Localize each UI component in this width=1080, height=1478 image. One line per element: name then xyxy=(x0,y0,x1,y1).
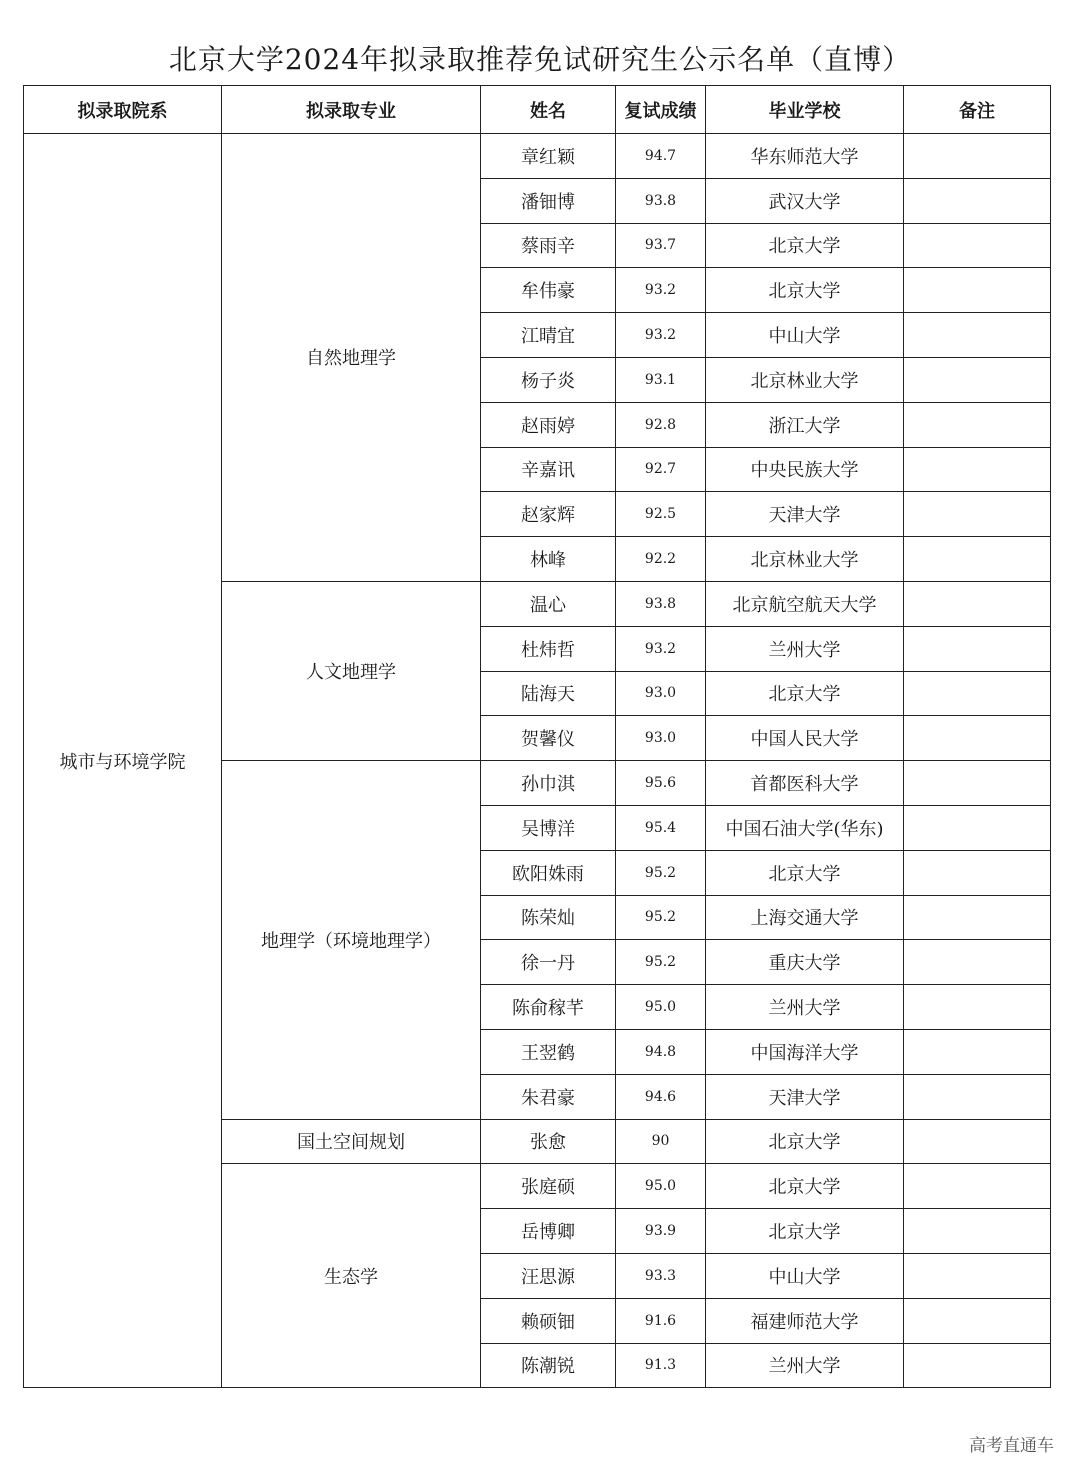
name-cell: 陆海天 xyxy=(481,671,616,716)
score-cell: 95.2 xyxy=(616,895,706,940)
note-cell xyxy=(904,1164,1051,1209)
note-cell xyxy=(904,716,1051,761)
score-cell: 94.7 xyxy=(616,134,706,179)
score-cell: 91.3 xyxy=(616,1343,706,1388)
school-cell: 福建师范大学 xyxy=(706,1298,904,1343)
name-cell: 陈潮锐 xyxy=(481,1343,616,1388)
header-major: 拟录取专业 xyxy=(222,86,481,134)
name-cell: 欧阳姝雨 xyxy=(481,850,616,895)
school-cell: 中央民族大学 xyxy=(706,447,904,492)
school-cell: 天津大学 xyxy=(706,492,904,537)
name-cell: 辛嘉讯 xyxy=(481,447,616,492)
header-note: 备注 xyxy=(904,86,1051,134)
note-cell xyxy=(904,671,1051,716)
note-cell xyxy=(904,313,1051,358)
header-score: 复试成绩 xyxy=(616,86,706,134)
header-school: 毕业学校 xyxy=(706,86,904,134)
school-cell: 中国人民大学 xyxy=(706,716,904,761)
major-cell: 生态学 xyxy=(222,1164,481,1388)
name-cell: 赖硕钿 xyxy=(481,1298,616,1343)
note-cell xyxy=(904,940,1051,985)
score-cell: 92.7 xyxy=(616,447,706,492)
school-cell: 北京大学 xyxy=(706,1209,904,1254)
score-cell: 93.2 xyxy=(616,268,706,313)
score-cell: 93.2 xyxy=(616,313,706,358)
school-cell: 中国海洋大学 xyxy=(706,1029,904,1074)
score-cell: 93.8 xyxy=(616,178,706,223)
school-cell: 北京林业大学 xyxy=(706,537,904,582)
school-cell: 北京航空航天大学 xyxy=(706,581,904,626)
school-cell: 北京大学 xyxy=(706,850,904,895)
school-cell: 重庆大学 xyxy=(706,940,904,985)
name-cell: 吴博洋 xyxy=(481,805,616,850)
school-cell: 天津大学 xyxy=(706,1074,904,1119)
school-cell: 北京大学 xyxy=(706,1119,904,1164)
note-cell xyxy=(904,805,1051,850)
school-cell: 上海交通大学 xyxy=(706,895,904,940)
score-cell: 95.4 xyxy=(616,805,706,850)
score-cell: 92.8 xyxy=(616,402,706,447)
note-cell xyxy=(904,1074,1051,1119)
school-cell: 北京大学 xyxy=(706,1164,904,1209)
school-cell: 首都医科大学 xyxy=(706,761,904,806)
score-cell: 93.0 xyxy=(616,671,706,716)
score-cell: 95.2 xyxy=(616,850,706,895)
school-cell: 中山大学 xyxy=(706,1253,904,1298)
school-cell: 兰州大学 xyxy=(706,626,904,671)
watermark: 高考直通车 xyxy=(969,1436,1054,1456)
school-cell: 武汉大学 xyxy=(706,178,904,223)
name-cell: 张愈 xyxy=(481,1119,616,1164)
note-cell xyxy=(904,447,1051,492)
score-cell: 90 xyxy=(616,1119,706,1164)
name-cell: 蔡雨辛 xyxy=(481,223,616,268)
name-cell: 岳博卿 xyxy=(481,1209,616,1254)
name-cell: 陈俞稼芊 xyxy=(481,985,616,1030)
note-cell xyxy=(904,1209,1051,1254)
note-cell xyxy=(904,1029,1051,1074)
school-cell: 中国石油大学(华东) xyxy=(706,805,904,850)
score-cell: 93.7 xyxy=(616,223,706,268)
school-cell: 华东师范大学 xyxy=(706,134,904,179)
school-cell: 北京大学 xyxy=(706,671,904,716)
score-cell: 92.2 xyxy=(616,537,706,582)
name-cell: 王翌鹤 xyxy=(481,1029,616,1074)
name-cell: 张庭硕 xyxy=(481,1164,616,1209)
score-cell: 93.0 xyxy=(616,716,706,761)
name-cell: 温心 xyxy=(481,581,616,626)
header-dept: 拟录取院系 xyxy=(24,86,222,134)
score-cell: 93.8 xyxy=(616,581,706,626)
major-cell: 地理学（环境地理学） xyxy=(222,761,481,1119)
major-cell: 国土空间规划 xyxy=(222,1119,481,1164)
score-cell: 95.0 xyxy=(616,985,706,1030)
note-cell xyxy=(904,492,1051,537)
note-cell xyxy=(904,537,1051,582)
score-cell: 93.1 xyxy=(616,357,706,402)
score-cell: 91.6 xyxy=(616,1298,706,1343)
name-cell: 牟伟豪 xyxy=(481,268,616,313)
name-cell: 潘钿博 xyxy=(481,178,616,223)
major-cell: 人文地理学 xyxy=(222,581,481,760)
score-cell: 95.0 xyxy=(616,1164,706,1209)
name-cell: 江晴宜 xyxy=(481,313,616,358)
note-cell xyxy=(904,1343,1051,1388)
score-cell: 94.8 xyxy=(616,1029,706,1074)
name-cell: 孙巾淇 xyxy=(481,761,616,806)
name-cell: 杜炜哲 xyxy=(481,626,616,671)
name-cell: 林峰 xyxy=(481,537,616,582)
note-cell xyxy=(904,626,1051,671)
note-cell xyxy=(904,1253,1051,1298)
score-cell: 93.9 xyxy=(616,1209,706,1254)
school-cell: 浙江大学 xyxy=(706,402,904,447)
name-cell: 赵雨婷 xyxy=(481,402,616,447)
score-cell: 94.6 xyxy=(616,1074,706,1119)
school-cell: 兰州大学 xyxy=(706,1343,904,1388)
note-cell xyxy=(904,985,1051,1030)
table-body xyxy=(24,134,1051,1388)
header-name: 姓名 xyxy=(481,86,616,134)
score-cell: 93.3 xyxy=(616,1253,706,1298)
note-cell xyxy=(904,134,1051,179)
school-cell: 北京大学 xyxy=(706,268,904,313)
score-cell: 95.2 xyxy=(616,940,706,985)
note-cell xyxy=(904,761,1051,806)
name-cell: 杨子炎 xyxy=(481,357,616,402)
note-cell xyxy=(904,402,1051,447)
note-cell xyxy=(904,895,1051,940)
note-cell xyxy=(904,1298,1051,1343)
admission-table xyxy=(23,85,1051,1388)
note-cell xyxy=(904,850,1051,895)
major-cell: 自然地理学 xyxy=(222,134,481,582)
page-title: 北京大学2024年拟录取推荐免试研究生公示名单（直博） xyxy=(168,43,912,76)
table-header-row xyxy=(24,86,1051,134)
note-cell xyxy=(904,581,1051,626)
note-cell xyxy=(904,178,1051,223)
name-cell: 汪思源 xyxy=(481,1253,616,1298)
school-cell: 兰州大学 xyxy=(706,985,904,1030)
table-row xyxy=(24,134,1051,179)
score-cell: 95.6 xyxy=(616,761,706,806)
school-cell: 北京大学 xyxy=(706,223,904,268)
note-cell xyxy=(904,268,1051,313)
score-cell: 93.2 xyxy=(616,626,706,671)
score-cell: 92.5 xyxy=(616,492,706,537)
dept-cell: 城市与环境学院 xyxy=(24,134,222,1388)
name-cell: 陈荣灿 xyxy=(481,895,616,940)
name-cell: 贺馨仪 xyxy=(481,716,616,761)
note-cell xyxy=(904,1119,1051,1164)
name-cell: 赵家辉 xyxy=(481,492,616,537)
name-cell: 章红颖 xyxy=(481,134,616,179)
name-cell: 朱君豪 xyxy=(481,1074,616,1119)
note-cell xyxy=(904,223,1051,268)
name-cell: 徐一丹 xyxy=(481,940,616,985)
note-cell xyxy=(904,357,1051,402)
school-cell: 北京林业大学 xyxy=(706,357,904,402)
school-cell: 中山大学 xyxy=(706,313,904,358)
